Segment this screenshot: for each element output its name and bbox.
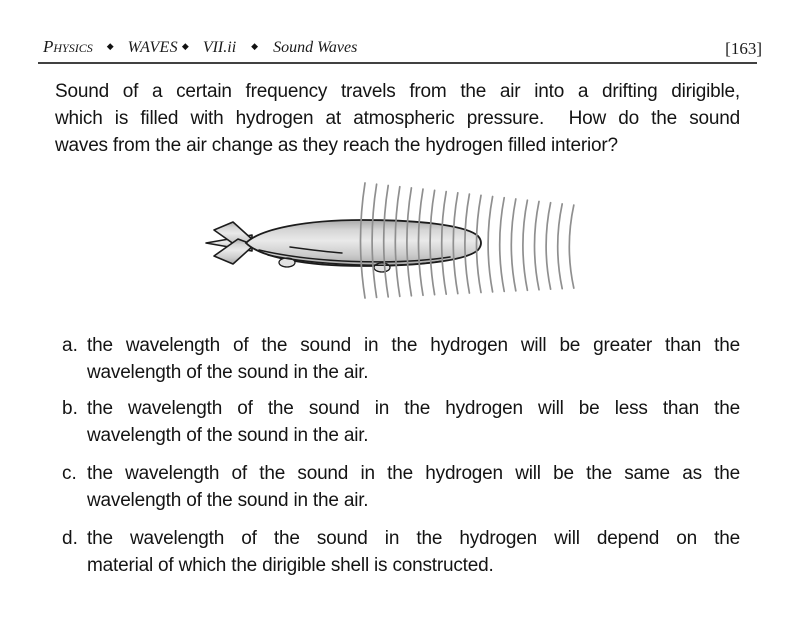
option-c <box>62 460 740 516</box>
question-text <box>55 78 740 159</box>
option-line: the wavelength of the sound in the hydrogen will be the same as the <box>87 463 740 484</box>
wave-arc <box>569 205 574 288</box>
question-line: Sound of a certain frequency travels from the air into a drifting dirigible, <box>55 81 740 102</box>
wave-arc <box>488 197 493 292</box>
wave-arc <box>535 201 540 289</box>
header-unit: WAVES <box>127 39 178 56</box>
header-breadcrumb <box>43 37 762 57</box>
option-label: a. <box>62 335 78 356</box>
question-line: which is filled with hydrogen at atmospheric pressure. How do the sound <box>55 108 740 129</box>
option-a <box>62 332 740 388</box>
wave-arc <box>523 200 528 290</box>
wave-arc <box>500 198 505 292</box>
option-line: wavelength of the sound in the air. <box>87 425 369 446</box>
option-line: material of which the dirigible shell is constructed. <box>87 555 494 576</box>
option-d <box>62 525 740 581</box>
header-section: VII.ii <box>202 39 237 56</box>
header-topic: Sound Waves <box>273 39 358 56</box>
header-rule <box>38 62 757 64</box>
question-line: waves from the air change as they reach the hydrogen filled interior? <box>55 135 618 156</box>
dirigible-figure <box>150 165 630 315</box>
header-subject: Physics <box>43 37 93 56</box>
wave-arc <box>511 199 516 291</box>
option-b <box>62 395 740 451</box>
diamond-separator-icon: ◆ <box>251 41 259 51</box>
option-label: b. <box>62 398 78 419</box>
option-label: c. <box>62 463 77 484</box>
option-line: the wavelength of the sound in the hydrogen will depend on the <box>87 528 740 549</box>
option-label: d. <box>62 528 78 549</box>
diamond-separator-icon: ◆ <box>181 41 189 51</box>
dirigible-illustration <box>150 165 630 315</box>
option-line: the wavelength of the sound in the hydrogen will be greater than the <box>87 335 740 356</box>
option-line: the wavelength of the sound in the hydrogen will be less than the <box>87 398 740 419</box>
page-number: [163] <box>725 39 762 58</box>
diamond-separator-icon: ◆ <box>106 41 114 51</box>
option-line: wavelength of the sound in the air. <box>87 362 369 383</box>
wave-arc <box>546 203 551 290</box>
wave-arc <box>558 204 563 289</box>
option-line: wavelength of the sound in the air. <box>87 490 369 511</box>
